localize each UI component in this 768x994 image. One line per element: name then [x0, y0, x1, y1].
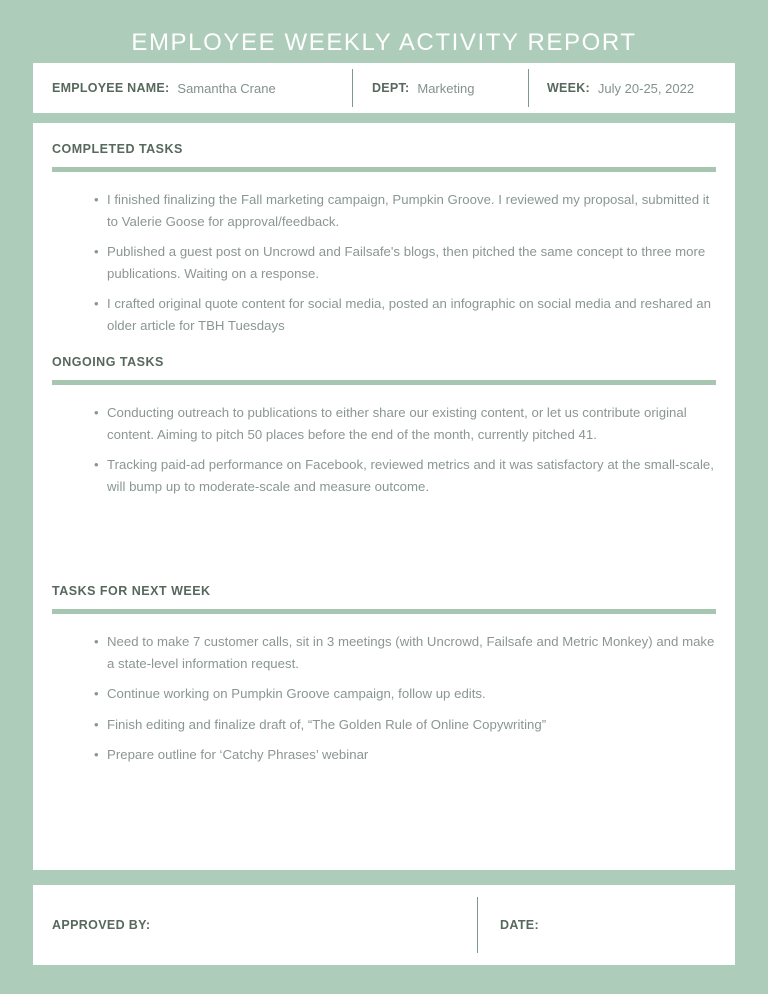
bullet-icon: •	[94, 747, 99, 762]
list-item-text: I finished finalizing the Fall marketing campaign, Pumpkin Groove. I reviewed my proposal, submitted it to Valerie Goose for approval/feedback.	[107, 192, 710, 229]
list-item-text: Need to make 7 customer calls, sit in 3 meetings (with Uncrowd, Failsafe and Metric Monkey) and make a state-level information request.	[107, 634, 715, 671]
week-value: July 20-25, 2022	[597, 80, 695, 96]
list-item-text: I crafted original quote content for social media, posted an infographic on social media and reshared an older article for TBH Tuesdays	[107, 296, 711, 333]
dept-field	[352, 63, 528, 113]
bullet-icon: •	[94, 405, 99, 420]
dept-value: Marketing	[417, 80, 475, 96]
approved-by-field	[33, 885, 477, 965]
ongoing-tasks-list	[52, 402, 716, 497]
bullet-icon: •	[94, 634, 99, 649]
list-item	[52, 631, 716, 674]
list-item	[52, 714, 716, 736]
section-tasks-next-week	[52, 584, 716, 766]
employee-name-field	[33, 63, 352, 113]
section-divider	[52, 380, 716, 385]
section-heading: COMPLETED TASKS	[52, 142, 183, 156]
list-item	[52, 241, 716, 284]
employee-info-bar	[33, 63, 735, 113]
list-item-text: Conducting outreach to publications to either share our existing content, or let us contribute original content. Aiming to pitch 50 places before the end of the month, currently pitched 41.	[107, 405, 687, 442]
list-item	[52, 683, 716, 705]
signature-footer	[33, 885, 735, 965]
list-item-text: Continue working on Pumpkin Groove campaign, follow up edits.	[107, 686, 486, 701]
list-item	[52, 189, 716, 232]
week-field	[528, 63, 735, 113]
list-item-text: Prepare outline for ‘Catchy Phrases’ webinar	[107, 747, 369, 762]
section-divider	[52, 609, 716, 614]
bullet-icon: •	[94, 457, 99, 472]
bullet-icon: •	[94, 192, 99, 207]
page-title: EMPLOYEE WEEKLY ACTIVITY REPORT	[131, 29, 637, 56]
employee-name-value: Samantha Crane	[177, 80, 276, 96]
approved-by-label: APPROVED BY:	[52, 918, 151, 932]
report-body-card	[33, 123, 735, 870]
section-heading: ONGOING TASKS	[52, 355, 164, 369]
next-week-tasks-list	[52, 631, 716, 766]
bullet-icon: •	[94, 296, 99, 311]
bullet-icon: •	[94, 686, 99, 701]
bullet-icon: •	[94, 244, 99, 259]
date-label: DATE:	[500, 918, 540, 932]
section-completed-tasks	[52, 142, 716, 336]
list-item-text: Published a guest post on Uncrowd and Failsafe's blogs, then pitched the same concept to three more publications. Waiting on a response.	[107, 244, 706, 281]
bullet-icon: •	[94, 716, 99, 732]
employee-name-label: EMPLOYEE NAME:	[52, 81, 170, 95]
dept-label: DEPT:	[372, 81, 410, 95]
section-ongoing-tasks	[52, 355, 716, 497]
section-divider	[52, 167, 716, 172]
list-item	[52, 402, 716, 445]
list-item-text: Tracking paid-ad performance on Facebook, reviewed metrics and it was satisfactory at the small-scale, will bump up to moderate-scale and measure outcome.	[107, 457, 714, 494]
list-item-text: Finish editing and finalize draft of, “The Golden Rule of Online Copywriting”	[107, 716, 547, 732]
completed-tasks-list	[52, 189, 716, 336]
list-item	[52, 454, 716, 497]
list-item	[52, 293, 716, 336]
week-label: WEEK:	[547, 81, 590, 95]
section-heading: TASKS FOR NEXT WEEK	[52, 584, 211, 598]
date-field	[477, 885, 735, 965]
list-item	[52, 744, 716, 766]
